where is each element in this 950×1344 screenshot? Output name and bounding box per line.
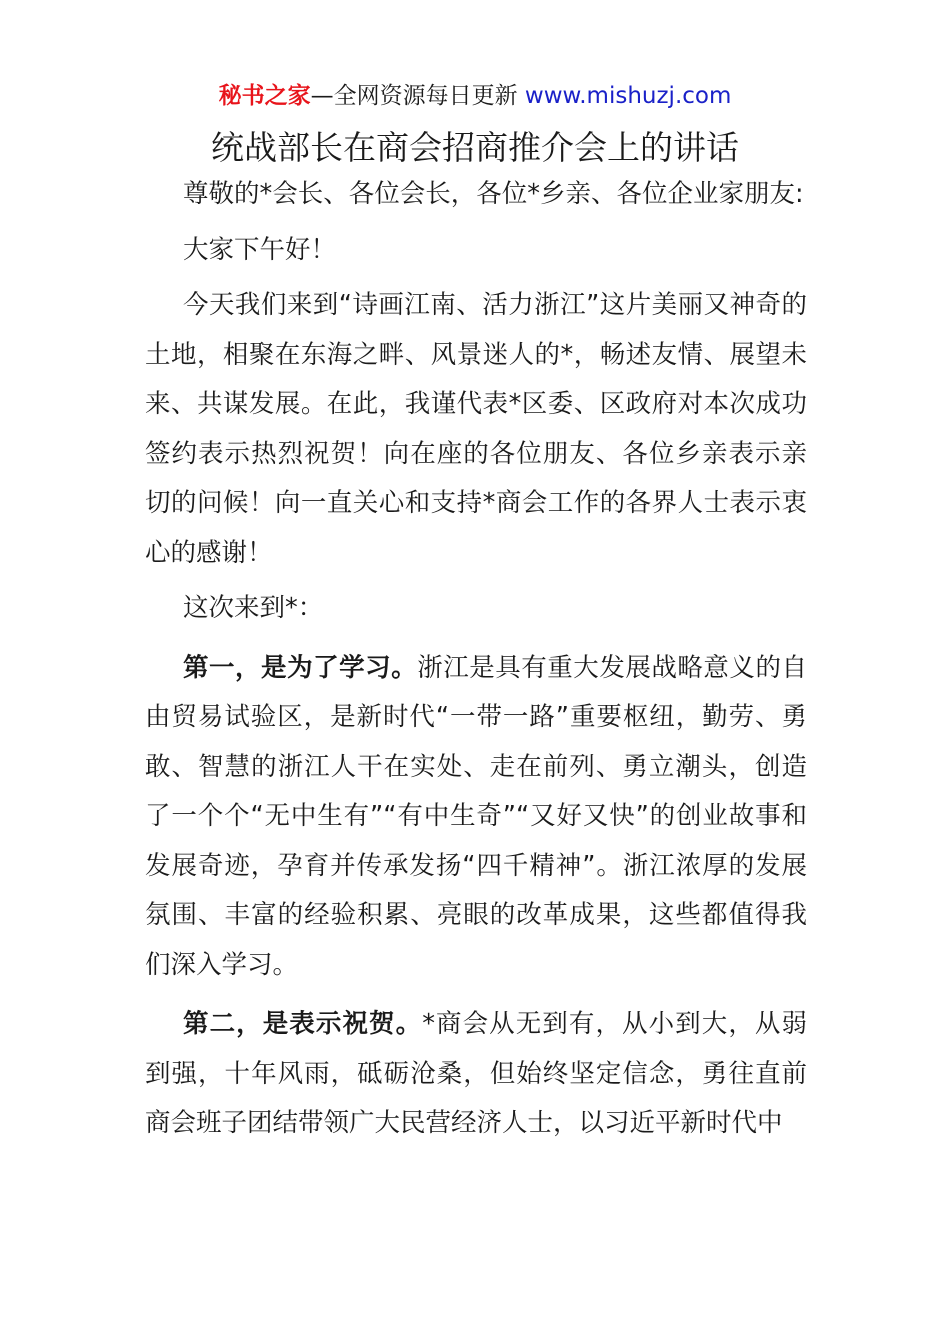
point-one-paragraph [145,644,807,991]
site-brand: 秘书之家 [218,83,311,109]
point-two-heading: 第二，是表示祝贺。 [183,1009,423,1039]
site-tagline: —全网资源每日更新 [310,83,525,109]
point-two-paragraph [145,1000,807,1149]
document-title: 统战部长在商会招商推介会上的讲话 [211,128,739,167]
intro-paragraph: 今天我们来到“诗画江南、活力浙江”这片美丽又神奇的土地，相聚在东海之畔、风景迷人的*，畅述友情、展望未来、共谋发展。在此，我谨代表*区委、区政府对本次成功签约表示热烈祝贺！向在座的各位朋友、各位乡亲表示亲切的问候！向一直关心和支持*商会工作的各界人士表示衷心的感谢！ [145,290,807,568]
site-header [0,80,950,112]
point-two-body: *商会从无到有，从小到大，从弱到强，十年风雨，砥砺沧桑，但始终坚定信念，勇往直前商会班子团结带领广大民营经济人士，以习近平新时代中 [145,1009,807,1138]
lead-in-paragraph: 这次来到*： [183,593,324,623]
salutation-paragraph: 尊敬的*会长、各位会长，各位*乡亲、各位企业家朋友: [183,179,804,209]
document-body [145,170,807,1149]
point-one-heading: 第一，是为了学习。 [183,652,418,683]
point-one-body: 浙江是具有重大发展战略意义的自由贸易试验区，是新时代“一带一路”重要枢纽，勤劳、勇敢、智慧的浙江人干在实处、走在前列、勇立潮头，创造了一个个“无中生有”“有中生奇”“又好又快”的创业故事和发展奇迹，孕育并传承发扬“四千精神”。浙江浓厚的发展氛围、丰富的经验积累、亮眼的改革成果，这些都值得我们深入学习。 [145,652,807,980]
site-url-link[interactable]: www.mishuzj.com [524,83,732,109]
greeting-paragraph: 大家下午好！ [183,234,337,265]
